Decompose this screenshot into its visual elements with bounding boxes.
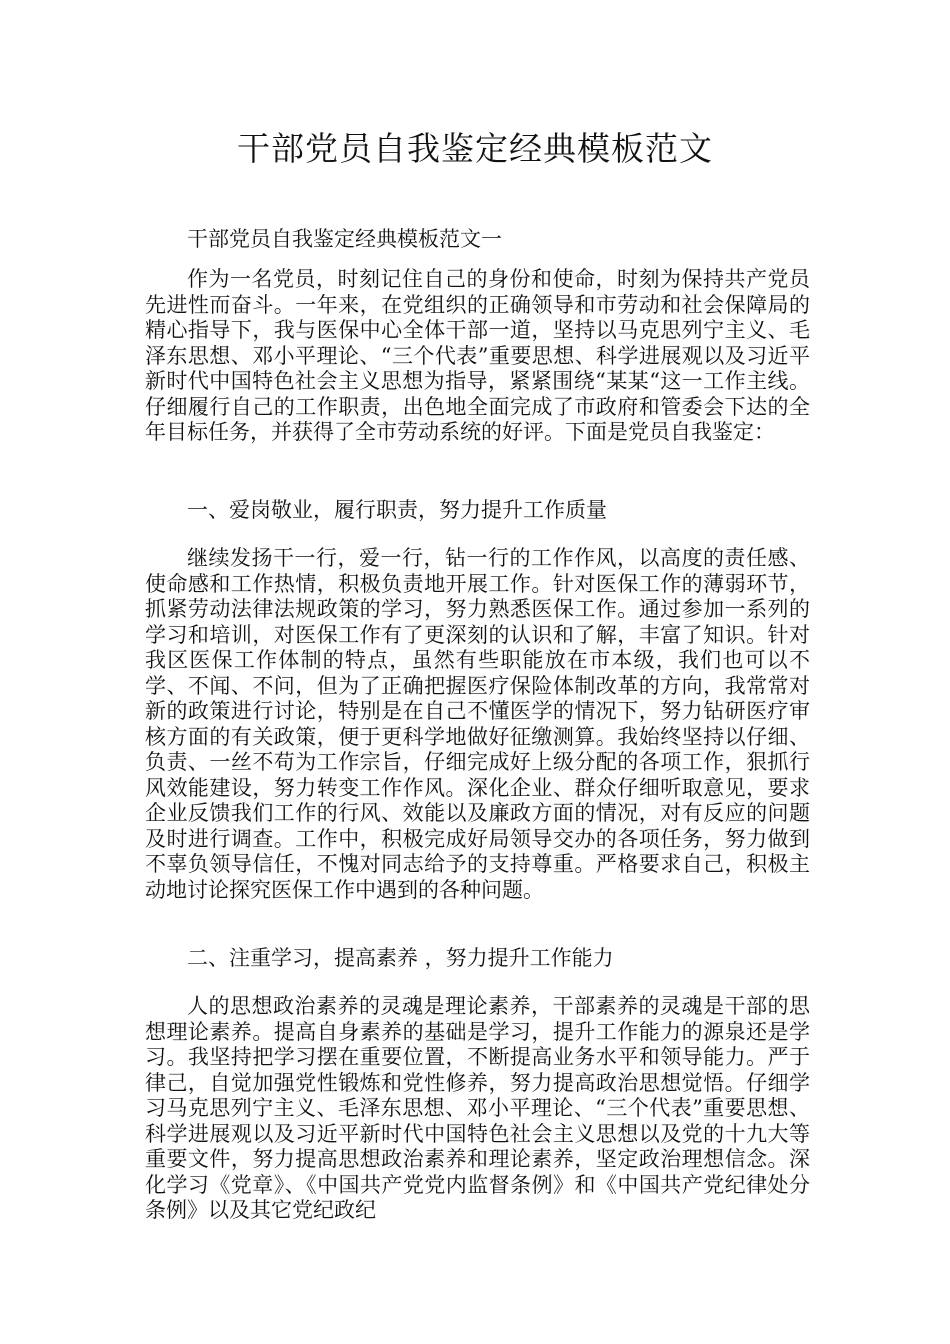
document-title: 干部党员自我鉴定经典模板范文	[237, 129, 713, 168]
paragraph: 继续发扬干一行，爱一行，钻一行的工作作风，以高度的责任感、使命感和工作热情，积极负责地开展工作。针对医保工作的薄弱环节，抓紧劳动法律法规政策的学习，努力熟悉医保工作。通过参加一系列的学习和培训，对医保工作有了更深刻的认识和了解，丰富了知识。针对我区医保工作体制的特点，虽然有些职能放在市本级，我们也可以不学、不闻、不问，但为了正确把握医疗保险体制改革的方向，我常常对新的政策进行讨论，特别是在自己不懂医学的情况下，努力钻研医疗审核方面的有关政策，便于更科学地做好征缴测算。我始终坚持以仔细、负责、一丝不苟为工作宗旨，仔细完成好上级分配的各项工作，狠抓行风效能建设，努力转变工作作风。深化企业、群众仔细听取意见，要求企业反馈我们工作的行风、效能以及廉政方面的情况，对有反应的问题及时进行调查。工作中，积极完成好局领导交办的各项任务，努力做到不辜负领导信任，不愧对同志给予的支持尊重。严格要求自己，积极主动地讨论探究医保工作中遇到的各种问题。	[145, 546, 810, 902]
section-heading: 一、爱岗敬业，履行职责，努力提升工作质量	[187, 498, 607, 522]
paragraph: 人的思想政治素养的灵魂是理论素养，干部素养的灵魂是干部的思想理论素养。提高自身素养的基础是学习，提升工作能力的源泉还是学习。我坚持把学习摆在重要位置，不断提高业务水平和领导能力。严于律己，自觉加强党性锻炼和党性修养，努力提高政治思想觉悟。仔细学习马克思列宁主义、毛泽东思想、邓小平理论、“三个代表”重要思想、科学进展观以及习近平新时代中国特色社会主义思想以及党的十九大等重要文件，努力提高思想政治素养和理论素养，坚定政治理想信念。深化学习《党章》、《中国共产党党内监督条例》和《中国共产党纪律处分条例》以及其它党纪政纪	[145, 994, 810, 1222]
section-heading: 二、注重学习，提高素养 ，努力提升工作能力	[187, 946, 614, 970]
paragraph: 作为一名党员，时刻记住自己的身份和使命，时刻为保持共产党员先进性而奋斗。一年来，在党组织的正确领导和市劳动和社会保障局的精心指导下，我与医保中心全体干部一道，坚持以马克思列宁主义、毛泽东思想、邓小平理论、“三个代表”重要思想、科学进展观以及习近平新时代中国特色社会主义思想为指导，紧紧围绕“某某“这一工作主线。仔细履行自己的工作职责，出色地全面完成了市政府和管委会下达的全年目标任务，并获得了全市劳动系统的好评。下面是党员自我鉴定：	[145, 267, 810, 444]
subtitle: 干部党员自我鉴定经典模板范文一	[187, 227, 502, 251]
